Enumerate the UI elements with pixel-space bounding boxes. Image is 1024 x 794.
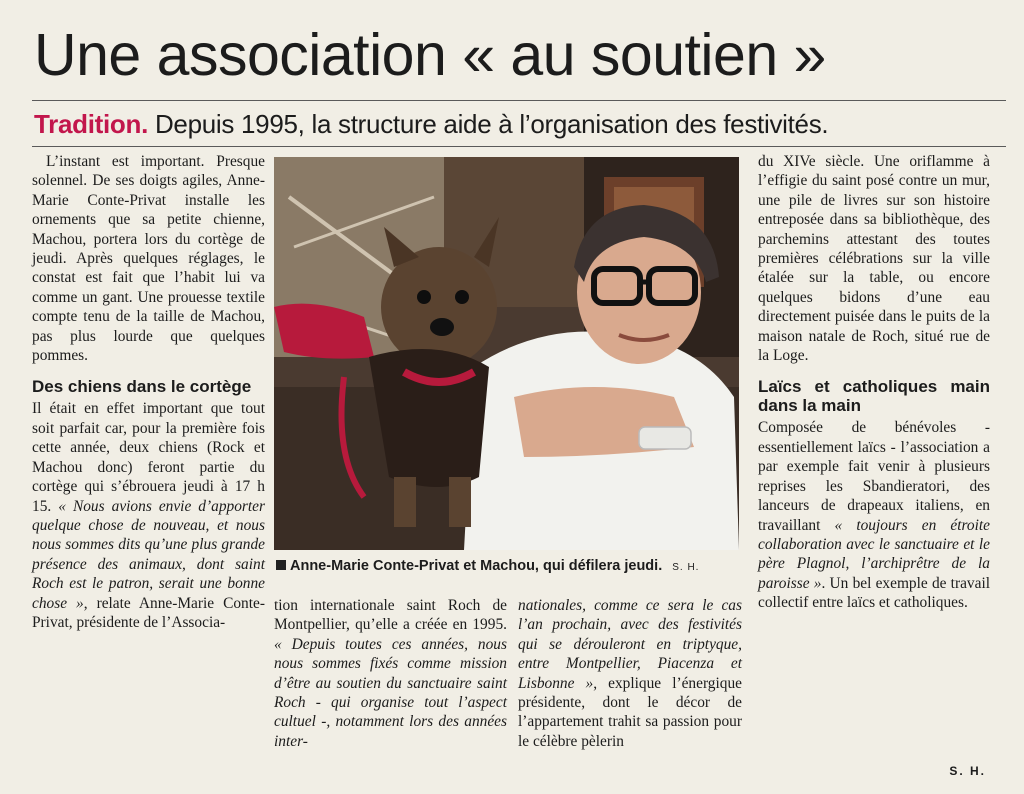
subheadline bbox=[34, 108, 828, 140]
author-signature: S. H. bbox=[949, 764, 986, 778]
article-column-3 bbox=[518, 596, 742, 751]
article-column-2 bbox=[274, 596, 507, 751]
photo-credit: S. H. bbox=[672, 562, 700, 573]
text-run: Il était en effet important que tout soit parfait car, pour la première fois cette année, deux chiens (Rock et Machou donc) feront partie du cortège qui s’ébrouera jeudi à 17 h 15. bbox=[32, 400, 265, 515]
paragraph bbox=[518, 596, 742, 751]
subheadline-text: Depuis 1995, la structure aide à l’organisation des festivités. bbox=[154, 109, 829, 139]
intertitle: Des chiens dans le cortège bbox=[32, 377, 252, 397]
paragraph bbox=[32, 399, 265, 632]
text-run: . Un bel exemple de travail collectif entre laïcs et catholiques. bbox=[758, 574, 990, 612]
kicker: Tradition. bbox=[34, 109, 149, 139]
paragraph bbox=[758, 418, 990, 612]
article-column-4 bbox=[758, 152, 990, 613]
subheadline-rule bbox=[32, 146, 1006, 147]
text-run: tion internationale saint Roch de Montpellier, qu’elle a créée en 1995. bbox=[274, 597, 507, 634]
headline-rule bbox=[32, 100, 1006, 101]
caption-text: Anne-Marie Conte-Privat et Machou, qui défilera jeudi. bbox=[290, 558, 663, 574]
headline: Une association « au soutien » bbox=[34, 22, 826, 88]
paragraph: du XIVe siècle. Une oriflamme à l’effigie du saint posé contre un mur, une pile de livres sur son histoire entreposée dans sa bibliothèque, des parchemins attestant des toutes premières célébrations sur la ville étalée sur la table, ou encore quelques bidons d’une eau directement puisée dans le puits de la maison natale de Roch, situé rue de la Loge. bbox=[758, 153, 990, 365]
text-run: , explique l’énergique présidente, dont le décor de l’appartement trahit sa passion pour le célèbre pèlerin bbox=[518, 674, 743, 750]
text-run: Composée de bénévoles - essentiellement laïcs - l’association a par exemple fait venir à plusieurs reprises les Sbandieratori, des lanceurs de drapeaux italiens, en travaillant bbox=[758, 419, 990, 534]
intertitle: Laïcs et catholiques main dans la main bbox=[758, 377, 990, 416]
text-run: , relate Anne-Marie Conte-Privat, présidente de l’Associa- bbox=[32, 594, 265, 631]
quote: « Depuis toutes ces années, nous nous sommes fixés comme mission d’être au soutien du sanctuaire saint Roch - qui organise tout l’aspect cultuel -, notamment lors des années inter- bbox=[274, 635, 507, 750]
paragraph: L’instant est important. Presque solennel. De ses doigts agiles, Anne-Marie Conte-Privat installe les ornements que sa petite chienne, Machou, portera lors du cortège de jeudi. Après quelques réglages, le constat est fait que l’habit lui va comme un gant. Une prouesse textile compte tenu de la taille de Machou, pas plus lourde que quelques pommes. bbox=[32, 153, 265, 365]
quote: « Nous avions envie d’apporter quelque chose de nouveau, et nous nous sommes dits qu’une plus grande présence des animaux, dont saint Roch est le patron, serait une bonne chose » bbox=[32, 497, 265, 612]
paragraph bbox=[274, 596, 507, 751]
article-photo bbox=[274, 157, 739, 550]
quote: nationales, comme ce sera le cas l’an prochain, avec des festivités qui se dérouleront en triptyque, entre Montpellier, Piacenza et Lisbonne » bbox=[518, 597, 742, 692]
quote: « toujours en étroite collaboration avec le sanctuaire et le père Plagnol, l’archiprêtre de la paroisse » bbox=[758, 516, 990, 592]
caption-square-icon bbox=[276, 560, 286, 570]
article-column-1 bbox=[32, 152, 265, 632]
photo-caption bbox=[276, 556, 746, 578]
